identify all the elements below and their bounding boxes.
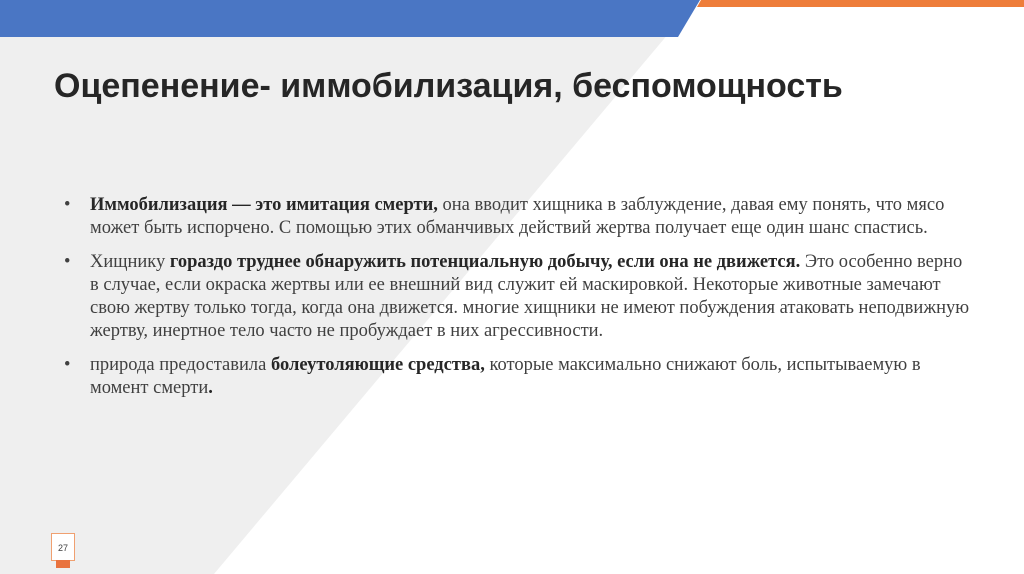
page-number: 27 bbox=[51, 533, 75, 561]
body-text: Хищнику bbox=[90, 252, 170, 272]
page-number-tab bbox=[56, 560, 70, 568]
bullet-marker: • bbox=[64, 355, 71, 375]
body-text: природа предоставила bbox=[90, 355, 271, 375]
bold-text: болеутоляющие средства, bbox=[270, 355, 485, 375]
body-text: Это особенно верно в случае, если окраска жертвы или ее внешний вид служит ей маскировкой. Некоторые животные замечают свою жертву только тогда, когда она движется. многие хищники не имеют побуждения атаковать неподвижную жертву, инертное тело часто не пробуждает в них агрессивности. bbox=[90, 252, 970, 341]
blue-top-band bbox=[0, 0, 700, 37]
bullet-item-3 bbox=[64, 354, 974, 400]
bullet-list bbox=[64, 194, 974, 411]
body-text: которые максимально снижают боль, испытываемую в момент смерти bbox=[90, 355, 921, 398]
bold-text: . bbox=[208, 378, 213, 398]
bullet-item-1 bbox=[64, 194, 974, 240]
bullet-marker: • bbox=[64, 252, 71, 272]
body-text: она вводит хищника в заблуждение, давая ему понять, что мясо может быть испорчено. С помощью этих обманчивых действий жертва получает еще один шанс спастись. bbox=[90, 195, 945, 238]
orange-top-band bbox=[697, 0, 1024, 7]
bullet-marker: • bbox=[64, 195, 71, 215]
bold-text: Иммобилизация — это имитация смерти, bbox=[90, 195, 438, 215]
bullet-item-2 bbox=[64, 251, 974, 343]
bold-text: гораздо труднее обнаружить потенциальную добычу, если она не движется. bbox=[169, 252, 801, 272]
slide-title: Оцепенение- иммобилизация, беспомощность bbox=[54, 67, 843, 105]
